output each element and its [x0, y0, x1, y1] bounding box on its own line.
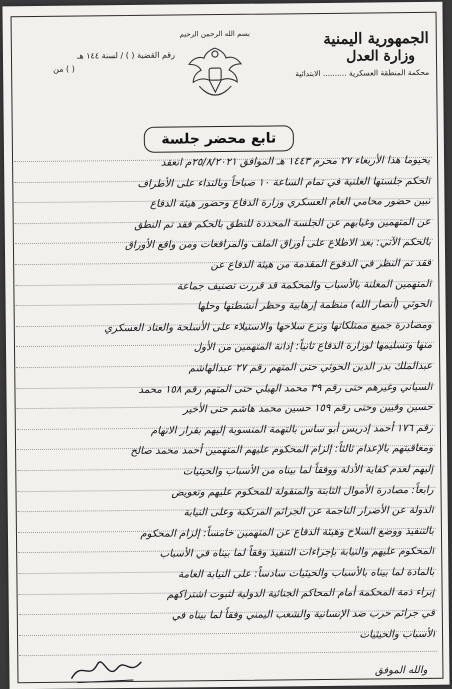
- body-line: الحوثي (أنصار الله) منظمة إرهابية وحظر أنشطتها وحلها: [197, 299, 432, 313]
- body-line: تبين حضور محامي العام العسكري وزارة الدفاع وحضور هيئة الدفاع: [149, 196, 431, 210]
- body-line: الأسباب والحيثيات: [359, 628, 436, 641]
- body-line: عبدالملك بدر الدين الحوثي حتى المتهم رقم ٢٧ عبدالهاشم: [188, 360, 433, 375]
- body-line: يحيوما هذا الأربعاء ٢٧ محرم ١٤٤٣ هـ الموافق ٢٥/٨/٢٠٢١م انعقد: [160, 154, 431, 169]
- body-line: رابعاً: مصادرة الأموال الثابتة والمنقولة للمحكوم عليهم وتعويض: [171, 484, 434, 499]
- yemen-emblem: [179, 30, 252, 107]
- ministry-name: وزارة العدل: [346, 48, 416, 65]
- body-line: ومصادرة جميع ممتلكاتها ونزع سلاحها والاستيلاء على الأسلحة والعتاد العسكري: [104, 319, 432, 335]
- case-number-field: رقم القضية ( ) / لسنة ١٤٤ هـ: [77, 50, 176, 61]
- letterhead-right: [279, 30, 429, 79]
- from-field: من ( ): [53, 64, 75, 74]
- body-line: بالمادة لما بيناه بالأسباب والحيثيات سادساً: على النيابة العامة: [178, 566, 435, 581]
- body-line: إبراء ذمة المحكمة أمام المحاكم الجنائية الدولية لثبوت اشتراكهم: [166, 587, 435, 602]
- body-line: في جرائم حرب ضد الإنسانية والشعب اليمني وفقاً لما بيناه في: [171, 607, 435, 622]
- body-line: رقم ١٧٦ أحمد إدريس أبو ساس بالتهمة المنسوبة إليهم بقرار الاتهام: [150, 422, 433, 437]
- document-page: [2, 2, 449, 689]
- republic-name: الجمهورية اليمنية: [323, 28, 429, 48]
- document-title: تابع محضر جلسة: [144, 125, 294, 153]
- handwritten-body: [18, 151, 435, 650]
- letterhead-left: [25, 49, 175, 77]
- body-line: بالحكم الآتي: بعد الاطلاع على أوراق الملف والمرافعات ومن واقع الأوراق: [124, 237, 431, 252]
- body-line: الدولة عن الأضرار الناجمة عن الجرائم المرتكبة وعلى النيابة: [183, 504, 434, 519]
- body-line: المتهمين المعلنة بالأسباب والمحكمة قد قررت تصنيف جماعة: [176, 278, 432, 293]
- signature-scribble: [67, 650, 147, 687]
- body-line: الحكم جلستها العلنية في تمام الساعة ١٠ صباحاً وبالنداء على الأطراف: [137, 175, 431, 190]
- court-name: محكمة المنطقة العسكرية .......... الابتدائية: [295, 67, 430, 79]
- body-line: عن المتهمين وغيابهم عن الجلسة المحددة للنطق بالحكم فقد تم النطق: [134, 216, 431, 231]
- closing-note: والله الموفق: [374, 664, 428, 677]
- body-line: السياني وغيرهم حتى رقم ٣٩ محمد الهبلي حتى المتهم رقم ١٥٨ محمد: [138, 381, 433, 396]
- body-line: المحكوم عليهم والنيابة بإجراءات التنفيذ وفقاً لما بيناه في الأسباب: [159, 546, 435, 560]
- basmala-text: بسم الله الرحمن الرحيم: [179, 29, 250, 39]
- body-line: بالتنفيذ ووضع السلاح وهيئة الدفاع عن المتهمين خامساً: إلزام المحكوم: [140, 525, 435, 540]
- body-line: منها وتسليمها لوزارة الدفاع ثانياً: إدانة المتهمين من الأول: [193, 340, 433, 354]
- body-line: حسين وفيين وحتى رقم ١٥٩ حسين محمد هاشم حتى الأخير: [183, 401, 433, 416]
- eagle-emblem-icon: [179, 30, 252, 107]
- body-line: فقد تم النظر في الدفوع المقدمة من هيئة الدفاع عن: [210, 257, 432, 272]
- body-line: ومعاقبتهم بالإعدام ثالثاً: إلزام المحكوم عليهم المتهمين أحمد محمد صالح: [130, 443, 434, 458]
- body-line: إليهم لعدم كفاية الأدلة ووفقاً لما بيناه من الأسباب والحيثيات: [182, 463, 434, 478]
